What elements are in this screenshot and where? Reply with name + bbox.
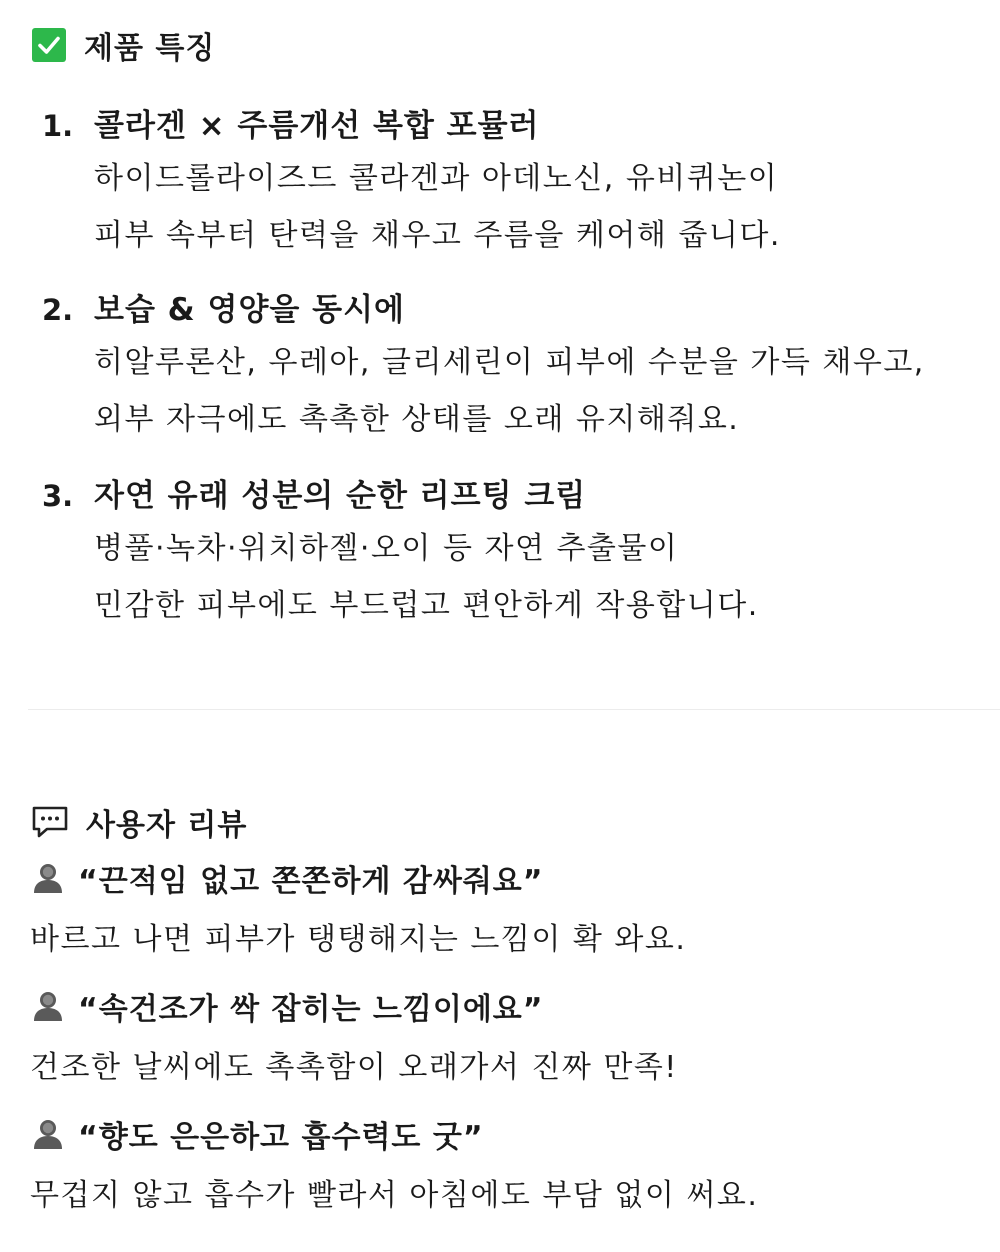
feature-description-line: 외부 자극에도 촉촉한 상태를 오래 유지해줘요. [94,402,740,437]
features-header [32,24,982,66]
review-header [30,984,990,1028]
feature-description-line: 피부 속부터 탄력을 채우고 주름을 케어해 줍니다. [94,218,781,253]
feature-number: 1. [42,109,74,143]
features-title: 제품 특징 [84,31,216,66]
feature-heading [32,100,982,144]
review-body: 바르고 나면 피부가 탱탱해지는 느낌이 확 와요. [30,922,687,957]
person-icon [30,860,66,896]
features-section [32,24,982,623]
check-mark-button-icon [32,28,66,62]
feature-item [32,284,982,448]
speech-bubble-icon [30,802,70,842]
feature-description-line: 병풀·녹차·위치하젤·오이 등 자연 추출물이 [94,531,679,566]
review-quote: “속건조가 싹 잡히는 느낌이에요” [78,992,544,1027]
reviews-header [30,800,990,844]
feature-item [32,470,982,634]
review-quote: “향도 은은하고 흡수력도 굿” [78,1120,484,1155]
feature-number: 3. [42,479,74,513]
review-header [30,856,990,900]
review-item [30,984,990,1086]
feature-title: 보습 & 영양을 동시에 [94,292,405,328]
feature-title: 자연 유래 성분의 순한 리프팅 크림 [94,478,587,514]
feature-description-line: 민감한 피부에도 부드럽고 편안하게 작용합니다. [94,588,759,623]
feature-heading [32,284,982,328]
review-header [30,1112,990,1156]
person-icon [30,988,66,1024]
review-item [30,1112,990,1214]
review-quote: “끈적임 없고 쫀쫀하게 감싸줘요” [78,864,544,899]
feature-title: 콜라겐 × 주름개선 복합 포뮬러 [94,108,540,144]
feature-description-line: 히알루론산, 우레아, 글리세린이 피부에 수분을 가득 채우고, [94,345,925,380]
review-item [30,856,990,958]
feature-description-line: 하이드롤라이즈드 콜라겐과 아데노신, 유비퀴논이 [94,161,779,196]
feature-item [32,100,982,264]
feature-heading [32,470,982,514]
feature-number: 2. [42,293,74,327]
section-divider [28,709,1000,710]
reviews-title: 사용자 리뷰 [86,808,248,843]
reviews-section [30,800,990,1213]
review-body: 건조한 날씨에도 촉촉함이 오래가서 진짜 만족! [30,1050,678,1085]
review-body: 무겁지 않고 흡수가 빨라서 아침에도 부담 없이 써요. [30,1178,759,1213]
person-icon [30,1116,66,1152]
